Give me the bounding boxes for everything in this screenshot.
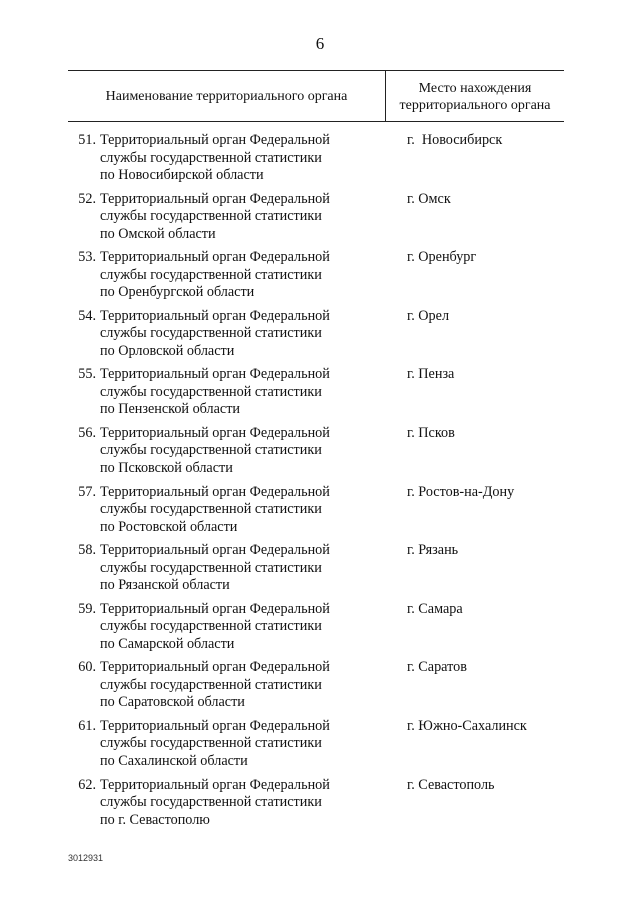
row-location: г. Рязань <box>407 542 459 559</box>
row-organ-name: Территориальный орган Федеральной службы государственной статистики по Пензенской области <box>100 366 330 418</box>
table-row <box>68 659 564 718</box>
row-location: г. Пенза <box>407 366 455 383</box>
row-organ-name: Территориальный орган Федеральной службы государственной статистики по г. Севастополю <box>100 776 330 828</box>
header-location-column: Место нахождения территориального органа <box>385 71 564 121</box>
row-location: г. Орел <box>407 307 450 324</box>
row-organ-name: Территориальный орган Федеральной службы государственной статистики по Саратовской области <box>100 659 330 711</box>
row-organ-name: Территориальный орган Федеральной службы государственной статистики по Самарской области <box>100 600 330 652</box>
row-name-cell <box>68 132 402 191</box>
table-row <box>68 601 564 660</box>
table-row <box>68 718 564 777</box>
row-location: г. Ростов-на-Дону <box>407 483 515 500</box>
row-location: г. Самара <box>407 600 463 617</box>
row-name-cell <box>68 366 402 425</box>
table-header <box>68 70 564 122</box>
row-organ-name: Территориальный орган Федеральной службы государственной статистики по Сахалинской области <box>100 717 330 769</box>
row-number: 54. <box>78 307 96 324</box>
row-location: г. Севастополь <box>407 776 495 793</box>
row-location: г. Оренбург <box>407 249 477 266</box>
row-number: 52. <box>78 190 96 207</box>
row-name-cell <box>68 718 402 777</box>
row-number: 59. <box>78 600 96 617</box>
table-row <box>68 132 564 191</box>
row-organ-name: Территориальный орган Федеральной службы государственной статистики по Рязанской области <box>100 542 330 594</box>
row-organ-name: Территориальный орган Федеральной службы государственной статистики по Оренбургской области <box>100 249 330 301</box>
table-row <box>68 308 564 367</box>
table-row <box>68 249 564 308</box>
row-organ-name: Территориальный орган Федеральной службы государственной статистики по Новосибирской области <box>100 132 330 183</box>
document-code: 3012931 <box>68 853 104 863</box>
row-location: г. Южно-Сахалинск <box>407 717 527 734</box>
table-row <box>68 484 564 543</box>
row-number: 56. <box>78 424 96 441</box>
table-body <box>68 132 564 835</box>
row-organ-name: Территориальный орган Федеральной службы государственной статистики по Псковской области <box>100 424 330 476</box>
row-location: г. Новосибирск <box>407 132 503 148</box>
row-name-cell <box>68 249 402 308</box>
row-number: 55. <box>78 366 96 383</box>
row-number: 61. <box>78 717 96 734</box>
row-name-cell <box>68 777 402 836</box>
table-row <box>68 777 564 836</box>
table-row <box>68 191 564 250</box>
table-row <box>68 542 564 601</box>
row-name-cell <box>68 601 402 660</box>
row-number: 57. <box>78 483 96 500</box>
row-number: 58. <box>78 542 96 559</box>
header-name-column: Наименование территориального органа <box>105 89 348 104</box>
row-name-cell <box>68 542 402 601</box>
row-location: г. Псков <box>407 424 455 441</box>
row-number: 51. <box>78 132 96 148</box>
row-organ-name: Территориальный орган Федеральной службы государственной статистики по Омской области <box>100 190 330 242</box>
row-number: 62. <box>78 776 96 793</box>
row-name-cell <box>68 191 402 250</box>
table-row <box>68 366 564 425</box>
row-location: г. Омск <box>407 190 451 207</box>
row-location: г. Саратов <box>407 659 467 676</box>
row-name-cell <box>68 425 402 484</box>
row-organ-name: Территориальный орган Федеральной службы государственной статистики по Орловской области <box>100 307 330 359</box>
row-organ-name: Территориальный орган Федеральной службы государственной статистики по Ростовской области <box>100 483 330 535</box>
table-row <box>68 425 564 484</box>
row-number: 53. <box>78 249 96 266</box>
row-name-cell <box>68 659 402 718</box>
row-number: 60. <box>78 659 96 676</box>
page-number: 6 <box>315 34 325 53</box>
row-name-cell <box>68 484 402 543</box>
row-name-cell <box>68 308 402 367</box>
